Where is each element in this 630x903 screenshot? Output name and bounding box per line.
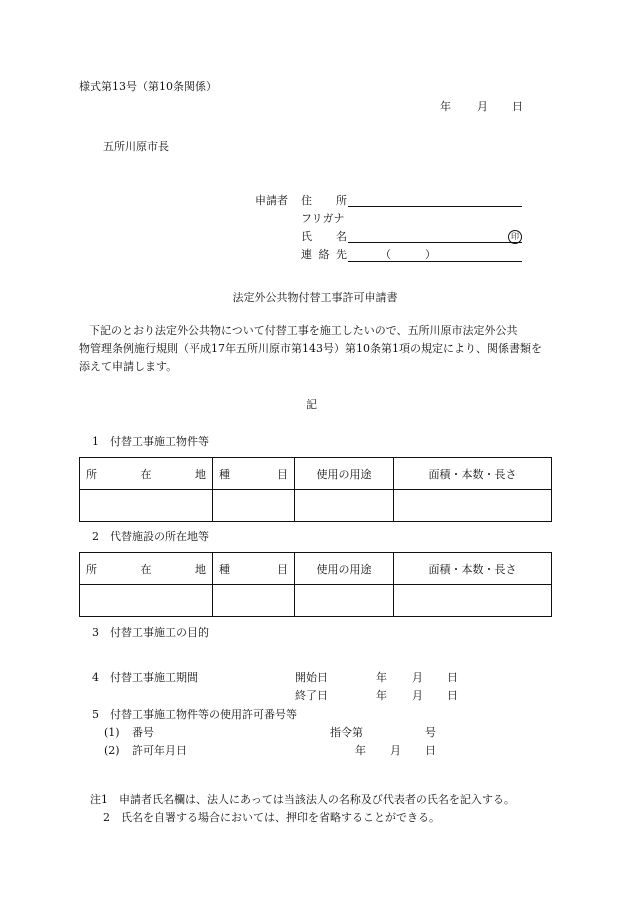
permit-item-1-number: (1) <box>104 726 120 739</box>
note-2: 2 氏名を自署する場合においては、押印を省略することができる。 <box>103 811 440 824</box>
address-field[interactable] <box>348 206 522 207</box>
cell-use[interactable] <box>295 490 394 522</box>
period-start-year: 年 <box>376 671 387 684</box>
permit-date-year: 年 <box>355 744 366 757</box>
period-end-month: 月 <box>412 689 423 702</box>
applicant-role-label: 申請者 <box>255 194 288 207</box>
name-field[interactable] <box>348 242 522 243</box>
header-type: 種 目 <box>213 553 295 585</box>
period-end-label: 終了日 <box>295 689 328 702</box>
contact-paren-close: ） <box>425 248 436 261</box>
ki-heading: 記 <box>306 398 317 411</box>
period-end-day: 日 <box>447 689 458 702</box>
date-day-label: 日 <box>512 100 523 113</box>
permit-item-2-number: (2) <box>104 744 120 757</box>
cell-location[interactable] <box>80 585 213 617</box>
table-1 <box>79 457 552 522</box>
section-5-heading: 5 付替工事施工物件等の使用許可番号等 <box>92 708 297 721</box>
addressee: 五所川原市長 <box>103 140 169 153</box>
contact-label: 連 絡 先 <box>301 248 347 261</box>
period-end-year: 年 <box>376 689 387 702</box>
name-label: 氏 名 <box>301 230 347 243</box>
cell-type[interactable] <box>213 585 295 617</box>
body-line-3: 添えて申請します。 <box>79 360 178 373</box>
cell-area[interactable] <box>394 585 552 617</box>
date-month-label: 月 <box>477 100 488 113</box>
permit-item-2-label: 許可年月日 <box>132 744 187 757</box>
cell-type[interactable] <box>213 490 295 522</box>
cell-location[interactable] <box>80 490 213 522</box>
header-location: 所 在 地 <box>80 553 213 585</box>
header-type: 種 目 <box>213 458 295 490</box>
note-1: 注1 申請者氏名欄は、法人にあっては当該法人の名称及び代表者の氏名を記入する。 <box>90 793 515 806</box>
body-line-1: 下記のとおり法定外公共物について付替工事を施工したいので、五所川原市法定外公共 <box>89 324 518 337</box>
table-2-header-row <box>80 553 552 585</box>
header-area: 面積・本数・長さ <box>394 458 552 490</box>
period-start-day: 日 <box>447 671 458 684</box>
table-2 <box>79 552 552 617</box>
permit-item-1-label: 番号 <box>132 726 154 739</box>
header-use: 使用の用途 <box>295 553 394 585</box>
permit-date-day: 日 <box>425 744 436 757</box>
header-use: 使用の用途 <box>295 458 394 490</box>
section-2-heading: 2 代替施設の所在地等 <box>92 530 209 543</box>
permit-date-month: 月 <box>390 744 401 757</box>
table-1-input-row <box>80 490 552 522</box>
cell-use[interactable] <box>295 585 394 617</box>
body-line-2: 物管理条例施行規則（平成17年五所川原市第143号）第10条第1項の規定により、関係書類を <box>79 342 542 355</box>
contact-paren-open: （ <box>380 248 391 261</box>
section-1-heading: 1 付替工事施工物件等 <box>92 435 209 448</box>
permit-number-prefix: 指令第 <box>330 726 363 739</box>
period-start-label: 開始日 <box>295 671 328 684</box>
period-start-month: 月 <box>412 671 423 684</box>
seal-mark: 印 <box>508 230 522 244</box>
header-area: 面積・本数・長さ <box>394 553 552 585</box>
document-title: 法定外公共物付替工事許可申請書 <box>232 291 398 304</box>
contact-field[interactable] <box>348 261 522 262</box>
table-2-input-row <box>80 585 552 617</box>
address-label: 住 所 <box>301 194 347 207</box>
table-1-header-row <box>80 458 552 490</box>
date-year-label: 年 <box>440 100 451 113</box>
furigana-label: フリガナ <box>301 212 345 225</box>
header-location: 所 在 地 <box>80 458 213 490</box>
section-3-heading: 3 付替工事施工の目的 <box>92 626 209 639</box>
permit-number-suffix: 号 <box>425 726 436 739</box>
cell-area[interactable] <box>394 490 552 522</box>
form-number: 様式第13号（第10条関係） <box>79 80 217 93</box>
section-4-heading: 4 付替工事施工期間 <box>92 671 198 684</box>
